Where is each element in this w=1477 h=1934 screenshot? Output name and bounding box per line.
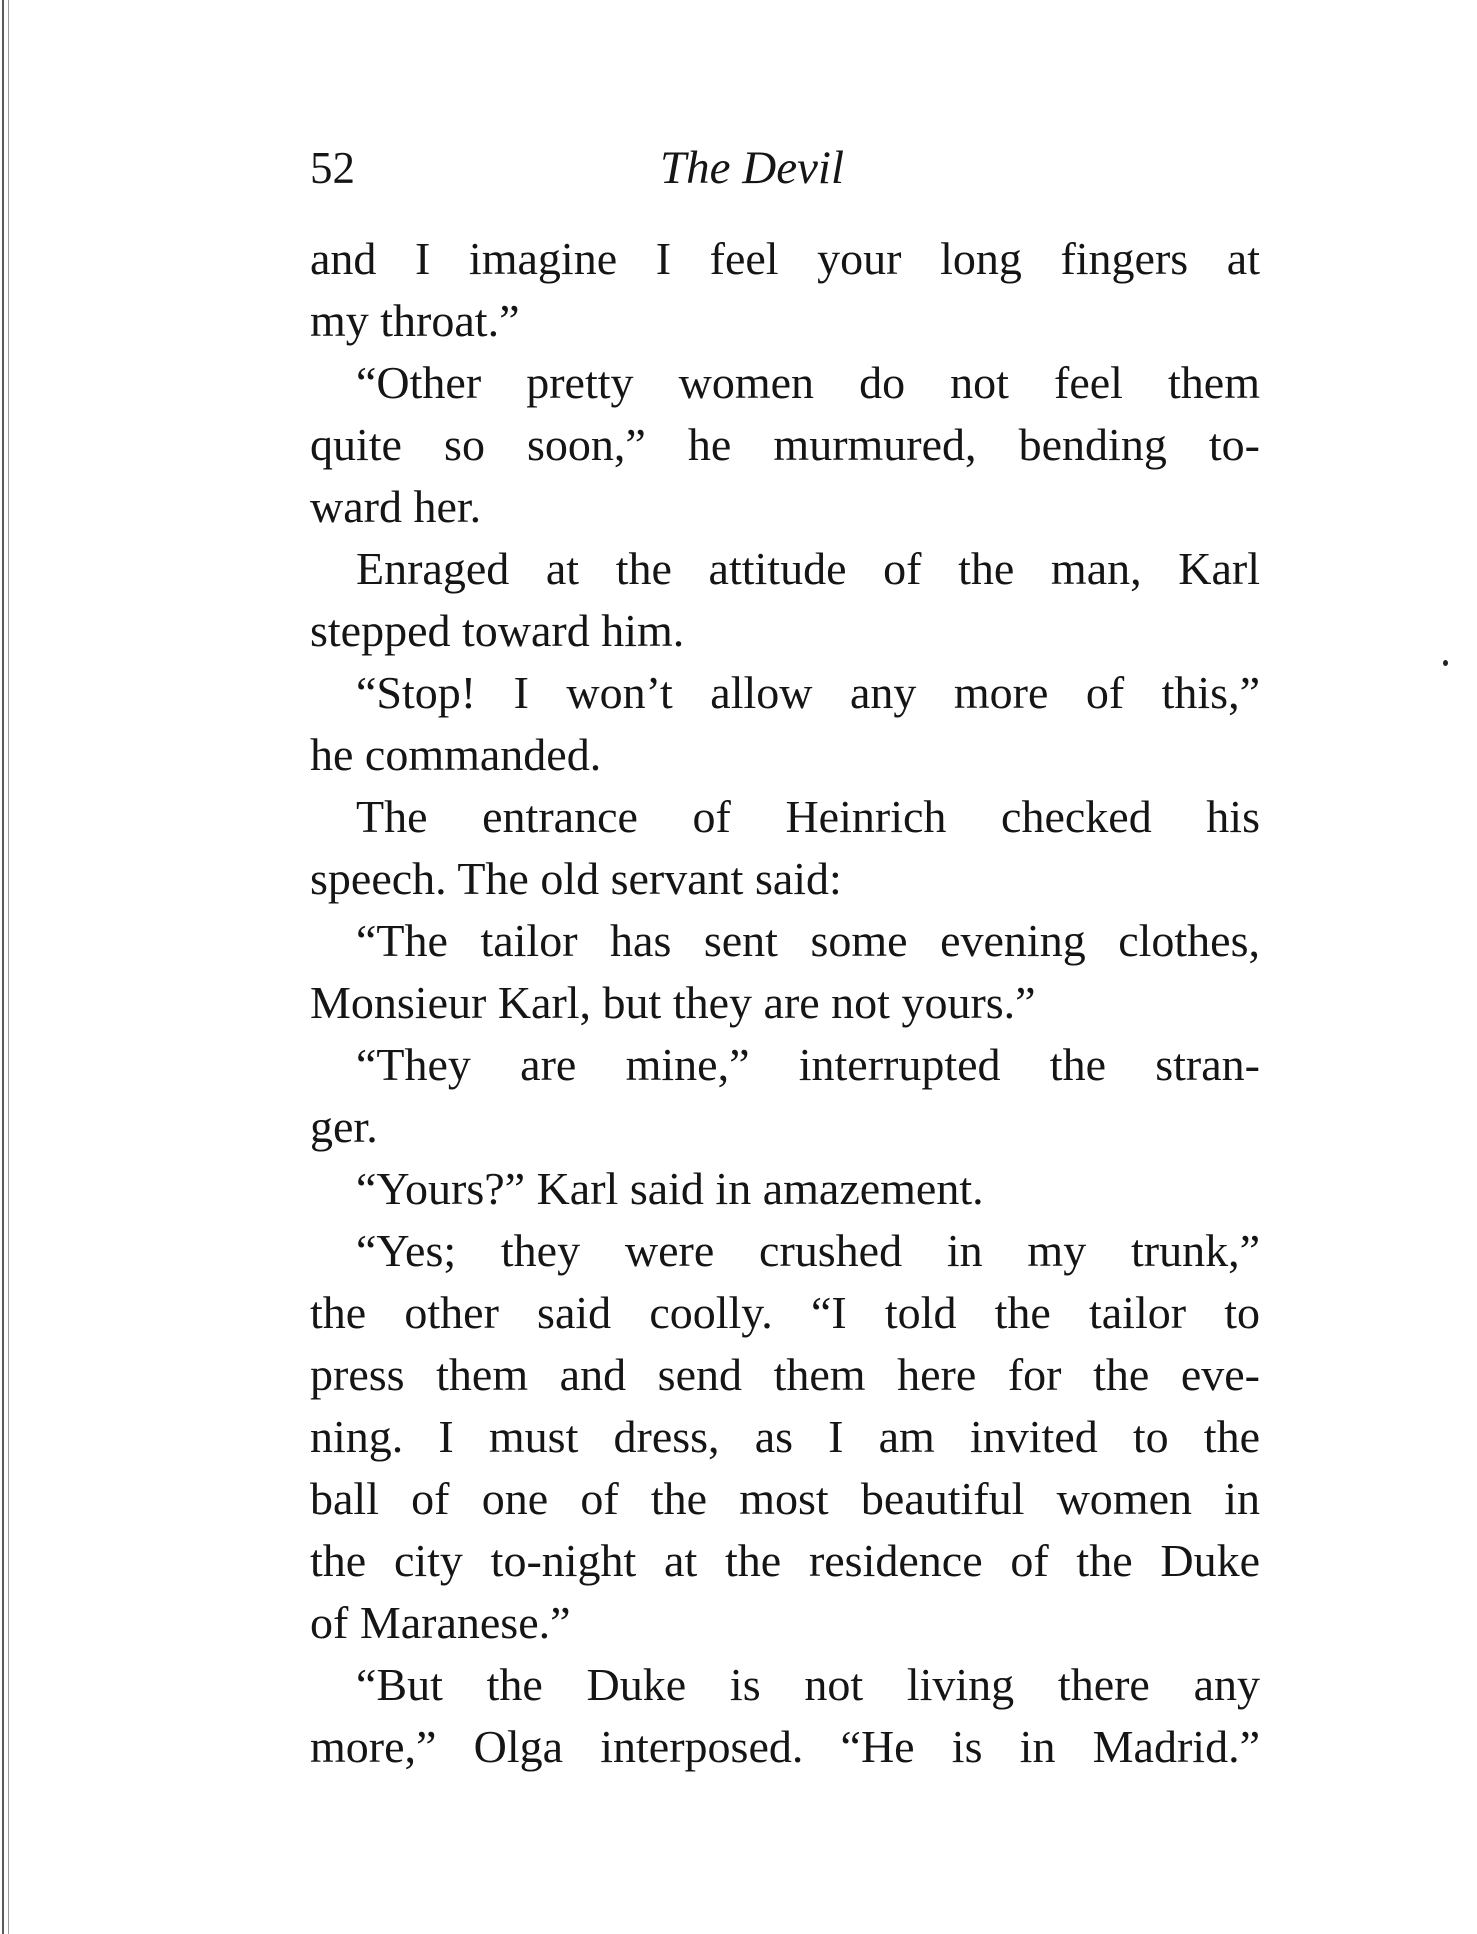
- page-number: 52: [310, 143, 355, 193]
- text-line: of Maranese.”: [310, 1597, 571, 1648]
- body-text: [310, 228, 1260, 1778]
- page-header: [310, 138, 1260, 208]
- text-line: ning. I must dress, as I am invited to the: [310, 1411, 1260, 1462]
- text-line: “They are mine,” interrupted the stran-: [356, 1039, 1260, 1090]
- text-line: The entrance of Heinrich checked his: [356, 791, 1260, 842]
- text-line: “But the Duke is not living there any: [356, 1659, 1260, 1710]
- scan-edge-line: [2, 0, 4, 1934]
- scan-edge-line-secondary: [8, 0, 9, 1934]
- text-line: ward her.: [310, 481, 482, 532]
- text-line: the city to-night at the residence of the Duke: [310, 1535, 1260, 1586]
- text-line: Enraged at the attitude of the man, Karl: [356, 543, 1260, 594]
- ink-speck: [1443, 660, 1448, 666]
- text-line: “Yes; they were crushed in my trunk,”: [356, 1225, 1260, 1276]
- text-line: “Yours?” Karl said in amazement.: [356, 1163, 984, 1214]
- text-line: “The tailor has sent some evening clothes,: [356, 915, 1260, 966]
- text-line: “Stop! I won’t allow any more of this,”: [356, 667, 1260, 718]
- text-line: more,” Olga interposed. “He is in Madrid.”: [310, 1721, 1260, 1772]
- text-line: and I imagine I feel your long fingers at: [310, 233, 1260, 284]
- text-line: “Other pretty women do not feel them: [356, 357, 1260, 408]
- text-line: the other said coolly. “I told the tailor to: [310, 1287, 1260, 1338]
- running-title: The Devil: [660, 142, 845, 194]
- text-line: Monsieur Karl, but they are not yours.”: [310, 977, 1036, 1028]
- text-line: speech. The old servant said:: [310, 853, 842, 904]
- text-line: press them and send them here for the eve-: [310, 1349, 1260, 1400]
- text-line: he commanded.: [310, 729, 602, 780]
- text-line: stepped toward him.: [310, 605, 685, 656]
- text-line: ger.: [310, 1101, 378, 1152]
- text-line: my throat.”: [310, 295, 520, 346]
- text-line: ball of one of the most beautiful women in: [310, 1473, 1260, 1524]
- text-line: quite so soon,” he murmured, bending to-: [310, 419, 1260, 470]
